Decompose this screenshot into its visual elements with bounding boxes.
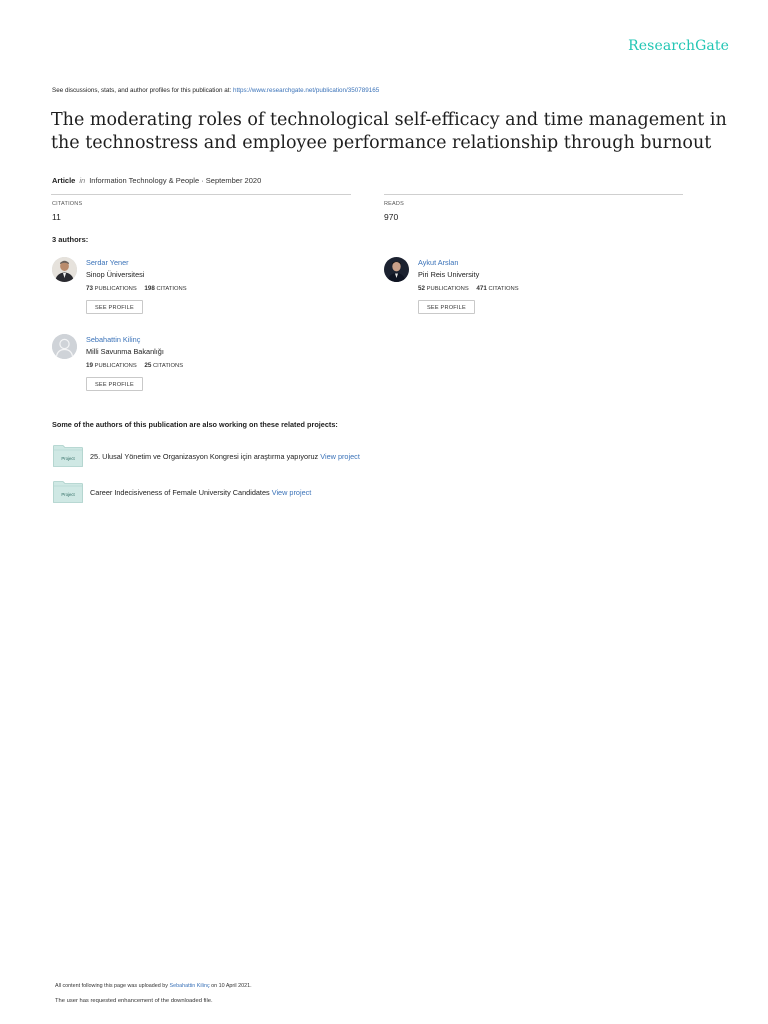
author-photo-icon [384,257,409,282]
see-profile-button[interactable]: SEE PROFILE [86,377,143,391]
author-card [52,334,352,404]
paper-title: The moderating roles of technological self-efficacy and time management in the technostress and employee performance relationship through burnout [51,110,727,153]
author-institution: Milli Savunma Bakanlığı [86,347,164,356]
author-stats [86,362,183,369]
publication-url-link[interactable]: https://www.researchgate.net/publication/350789165 [232,87,380,94]
citations-label: CITATIONS [156,286,187,292]
upload-prefix: All content following this page was uploaded by [55,983,168,989]
author-publications-count: 19 [86,362,94,369]
citations-divider [51,194,351,195]
author-name[interactable]: Aykut Arslan [418,258,459,267]
author-stats [86,285,187,292]
view-project-link[interactable]: View project [271,488,312,497]
see-profile-button[interactable]: SEE PROFILE [86,300,143,314]
author-name[interactable]: Sebahattin Kilinç [86,335,141,344]
avatar[interactable] [52,334,77,359]
project-folder-icon [53,481,83,503]
project-text [90,452,360,461]
publications-label: PUBLICATIONS [426,286,469,292]
author-name[interactable]: Serdar Yener [86,258,129,267]
author-photo-icon [52,257,77,282]
view-project-link[interactable]: View project [320,452,360,461]
author-institution: Sinop Üniversitesi [86,270,145,279]
upload-note [55,983,252,989]
avatar[interactable] [384,257,409,282]
discussions-text: See discussions, stats, and author profiles for this publication at: [52,87,232,94]
authors-heading: 3 authors: [52,235,89,244]
author-institution: Piri Reis University [418,270,480,279]
project-item [52,445,552,469]
paper-meta [52,176,261,185]
reads-divider [384,194,683,195]
paper-type: Article [52,176,76,185]
project-title: 25. Ulusal Yönetim ve Organizasyon Kongresi için araştırma yapıyoruz [90,452,319,461]
citations-label: CITATIONS [153,363,184,369]
author-publications-count: 52 [418,285,426,292]
reads-label: READS [384,201,404,207]
project-text [90,488,311,497]
discussions-line [52,87,379,94]
reads-value: 970 [384,212,399,222]
related-projects-heading: Some of the authors of this publication are also working on these related projects: [52,420,338,429]
project-folder-icon [53,445,83,467]
see-profile-button[interactable]: SEE PROFILE [418,300,475,314]
author-card [384,257,684,327]
author-card [52,257,352,327]
citations-label: CITATIONS [52,201,83,207]
citations-value: 11 [52,212,61,222]
project-item [52,481,552,505]
uploader-link[interactable]: Sebahattin Kilinç [169,983,210,989]
project-folder-label: Project [61,492,75,497]
project-folder-label: Project [61,456,75,461]
citations-label: CITATIONS [488,286,519,292]
paper-venue-date: Information Technology & People · September 2020 [89,176,262,185]
author-citations-count: 471 [476,285,487,292]
author-publications-count: 73 [86,285,94,292]
avatar[interactable] [52,257,77,282]
paper-in-word: in [79,176,86,185]
researchgate-logo[interactable]: ResearchGate [628,38,729,54]
default-avatar-icon [52,334,77,359]
author-stats [418,285,519,292]
upload-suffix: on 10 April 2021. [211,983,252,989]
enhancement-note: The user has requested enhancement of the downloaded file. [55,998,213,1004]
publications-label: PUBLICATIONS [94,286,137,292]
project-title: Career Indecisiveness of Female University Candidates [90,488,270,497]
author-citations-count: 25 [144,362,152,369]
author-citations-count: 198 [144,285,155,292]
publications-label: PUBLICATIONS [94,363,137,369]
